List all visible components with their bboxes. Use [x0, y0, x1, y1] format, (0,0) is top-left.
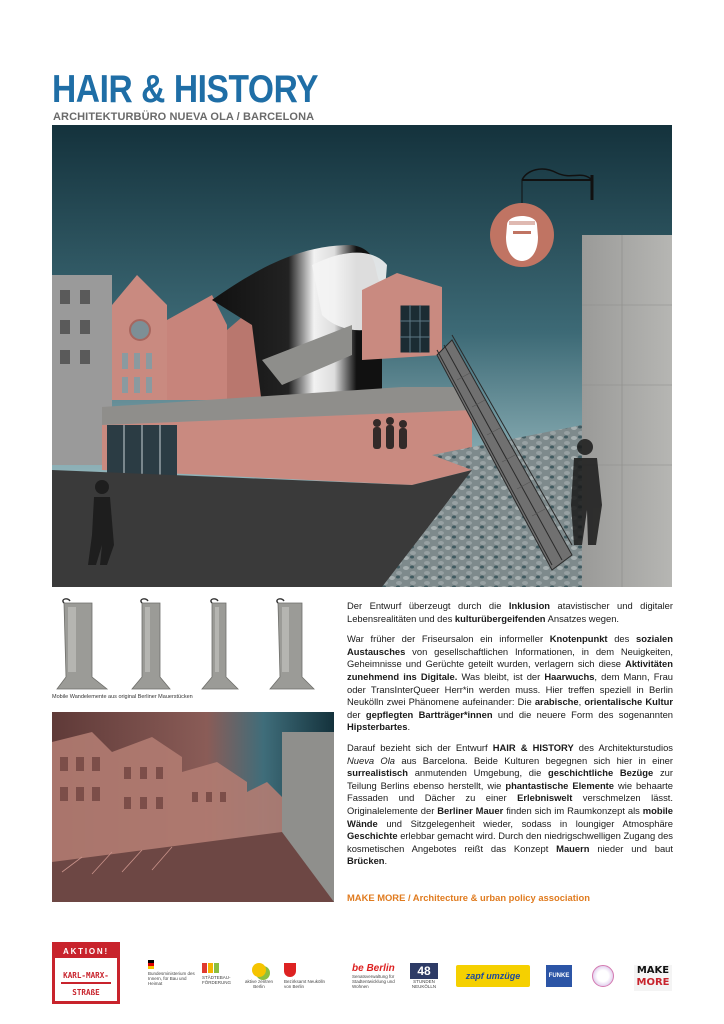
neukoelln-logo	[284, 963, 328, 989]
paragraph-1: Der Entwurf überzeugt durch die Inklusion atavistischer und digitaler Lebensrealitäten und des kulturübergeifenden Ansatzes wegen.	[347, 600, 673, 624]
be-berlin-text: be Berlin	[352, 963, 395, 974]
bmi-text: Bundesministerium des Innern, für Bau und Heimat	[148, 971, 195, 986]
hero-rendering	[52, 125, 672, 587]
be-berlin-sub: Senatsverwaltung für Stadtentwicklung und Wohnen	[352, 974, 395, 989]
make-more-logo	[634, 965, 672, 991]
funke-logo: FUNKE	[546, 965, 572, 987]
48-text: 48	[410, 963, 438, 979]
paragraph-2: War früher der Friseursalon ein informeller Knotenpunkt des sozialen Austausches von gesellschaftlichen Informationen, in dem Neuigkeiten, Geheimnisse und Gerüchte geteilt wurden, verlagern sich diese Aktivitäten zunehmend ins Digitale. Was bleibt, ist der Haarwuchs, dem Mann, Frau oder TransInterQueer Herr*in werden muss. Hier treffen speziell in Berlin Neukölln zwei Phänomene aufeinander: Die arabische, orientalische Kultur der gepflegten Bartträger*innen und die neuere Form des sogenannten Hipsterbartes.	[347, 633, 673, 733]
paragraph-3: Darauf bezieht sich der Entwurf HAIR & HISTORY des Architekturstudios Nueva Ola aus Barcelona. Beide Kulturen begegnen sich hier in einer surrealistisch anmutenden Umgebung, die geschichtliche Bezüge zur Teilung Berlins ebenso herstellt, wie phantastische Elemente wie behaarte Fassaden und Dächer zu einer Erlebniswelt verschmelzen lässt. Originalelemente der Berliner Mauer finden sich im Raumkonzept als mobile Wände und Sitzgelegenheit wieder, sodass in loungiger Atmosphäre Geschichte erlebbar gemacht wird. Durch den niedrigschwelligen Zugang des kosmetischen Angebotes reißt das Konzept Mauern nieder und baut Brücken.	[347, 741, 674, 867]
48-stunden-logo	[410, 963, 438, 989]
aktion-karl-marx-strasse-logo	[52, 942, 120, 1004]
page-subtitle: ARCHITEKTURBÜRO NUEVA OLA / BARCELONA	[53, 111, 315, 123]
48-sub: STUNDEN NEUKÖLLN	[411, 979, 437, 989]
bmi-logo	[148, 960, 196, 986]
make-more-credit: MAKE MORE / Architecture & urban policy association	[347, 892, 590, 903]
staedtebau-logo	[202, 963, 236, 985]
aktive-zentren-text: aktive zentren Berlin	[244, 979, 273, 989]
canal-street-image	[52, 712, 334, 902]
make-more-logo-line-2: MORE	[636, 977, 670, 988]
aktion-label: AKTION!	[55, 945, 117, 958]
beard-sign-icon	[506, 216, 538, 261]
be-berlin-logo	[352, 963, 402, 989]
make-more-logo-line-1: MAKE	[636, 965, 670, 976]
aktion-line-2: STRAßE	[72, 988, 100, 997]
page-title: HAIR & HISTORY	[52, 68, 319, 111]
circle-badge-icon	[592, 965, 614, 987]
neukoelln-text: Bezirksamt Neukölln von Berlin	[284, 979, 326, 989]
staedtebau-text: STÄDTEBAU-FÖRDERUNG	[202, 975, 231, 985]
wall-elements-image	[52, 597, 334, 693]
body-text	[347, 600, 673, 876]
sponsor-logos	[52, 935, 672, 1005]
zapf-umzuege-logo: zapf umzüge	[456, 965, 530, 987]
image-caption: Mobile Wandelemente aus original Berliner Mauerstücken	[52, 694, 193, 700]
aktion-line-1: KARL-MARX-	[63, 971, 109, 980]
aktive-zentren-logo	[244, 963, 274, 989]
